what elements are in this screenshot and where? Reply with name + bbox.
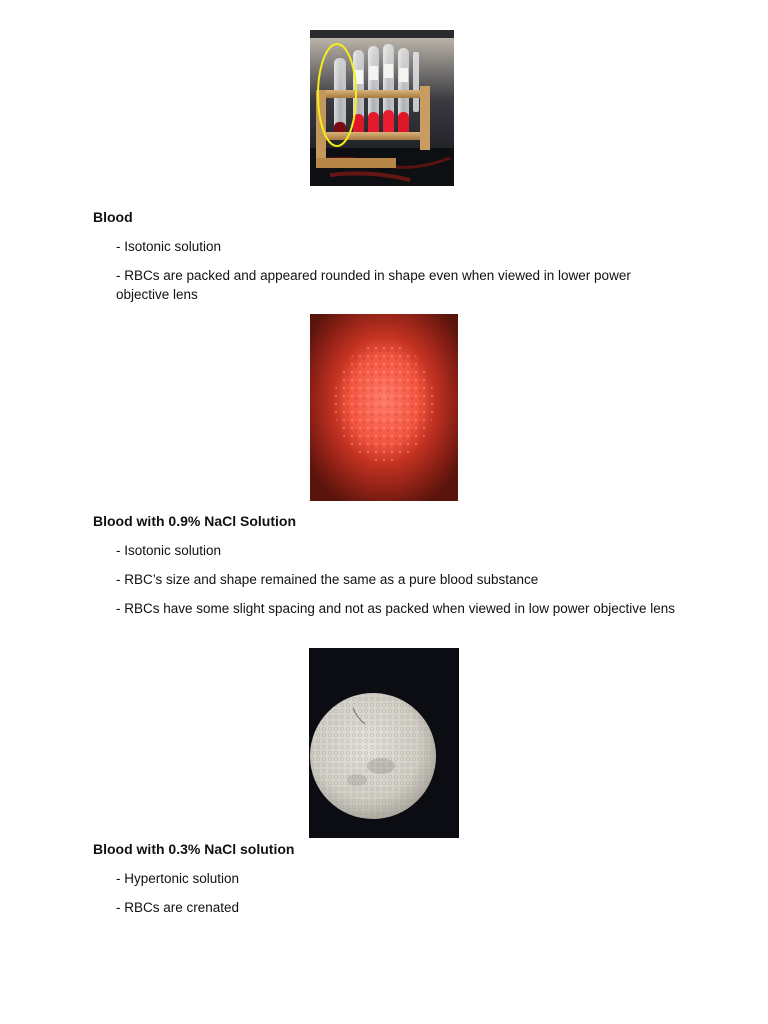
test-tube-rack-photo xyxy=(310,30,454,186)
bullet-item: - RBCs have some slight spacing and not as packed when viewed in low power objective lens xyxy=(116,601,676,616)
pale-microscope-field-photo xyxy=(309,648,459,838)
section-heading-blood-03: Blood with 0.3% NaCl solution xyxy=(93,841,295,857)
bullet-item: - RBC’s size and shape remained the same as a pure blood substance xyxy=(116,572,539,587)
bullet-item: - RBCs are packed and appeared rounded in shape even when viewed in lower power objective lens xyxy=(116,268,631,302)
bullet-item: - Hypertonic solution xyxy=(116,871,240,886)
bullet-item: - RBCs are crenated xyxy=(116,900,240,915)
bullet-item: - Isotonic solution xyxy=(116,239,222,254)
section-heading-blood-09: Blood with 0.9% NaCl Solution xyxy=(93,513,296,529)
red-microscope-field-photo xyxy=(310,314,458,501)
section-heading-blood: Blood xyxy=(93,209,133,225)
bullet-item: - Isotonic solution xyxy=(116,543,222,558)
